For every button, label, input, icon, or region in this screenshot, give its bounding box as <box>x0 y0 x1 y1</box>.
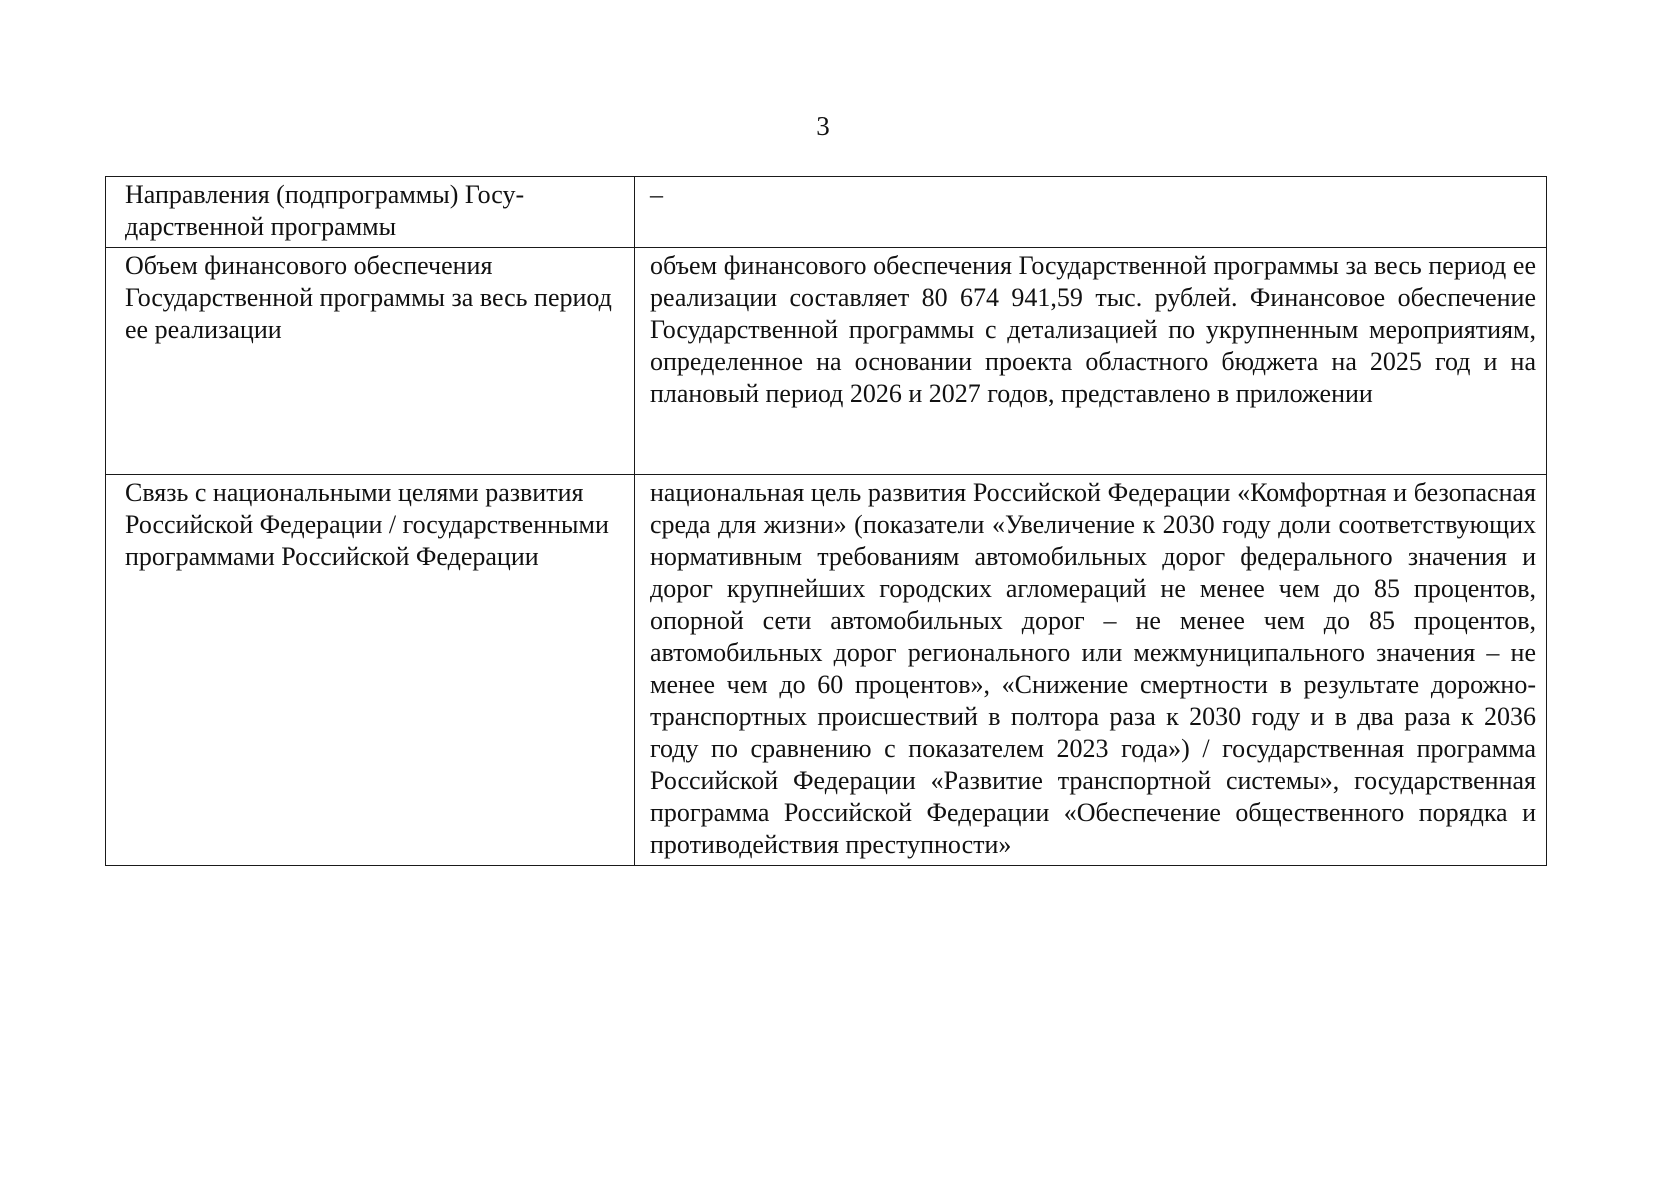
table-row-financing <box>106 248 1547 475</box>
table-row-directions <box>106 177 1547 248</box>
row-label-directions: Направления (подпрограммы) Государственной программы <box>106 177 635 248</box>
row-value-directions: – <box>635 177 1547 248</box>
row-value-financing: объем финансового обеспечения Государственной программы за весь период ее реализации составляет 80 674 941,59 тыс. рублей. Финансовое обеспечение Государственной программы с детализацией по укрупненным мероприятиям, определенное на основании проекта областного бюджета на 2025 год и на плановый период 2026 и 2027 годов, представлено в приложении <box>635 248 1547 475</box>
row-label-financing: Объем финансового обеспечения Государственной программы за весь период ее реализации <box>106 248 635 475</box>
row-label-national-goals: Связь с национальными целями развития Российской Федерации / государственными программами Российской Федерации <box>106 475 635 866</box>
program-passport-table <box>105 176 1547 866</box>
page-number: 3 <box>816 111 830 141</box>
row-value-national-goals: национальная цель развития Российской Федерации «Комфортная и безопасная среда для жизни» (показатели «Увеличение к 2030 году доли соответствующих нормативным требованиям автомобильных дорог федерального значения и дорог крупнейших городских агломераций не менее чем до 85 процентов, опорной сети автомобильных дорог – не менее чем до 85 процентов, автомобильных дорог регионального или межмуниципального значения – не менее чем до 60 процентов», «Снижение смертности в результате дорожно-транспортных происшествий в полтора раза к 2030 году и в два раза к 2036 году по сравнению с показателем 2023 года») / государственная программа Российской Федерации «Развитие транспортной системы», государственная программа Российской Федерации «Обеспечение общественного порядка и противодействия преступности» <box>635 475 1547 866</box>
table-row-national-goals <box>106 475 1547 866</box>
